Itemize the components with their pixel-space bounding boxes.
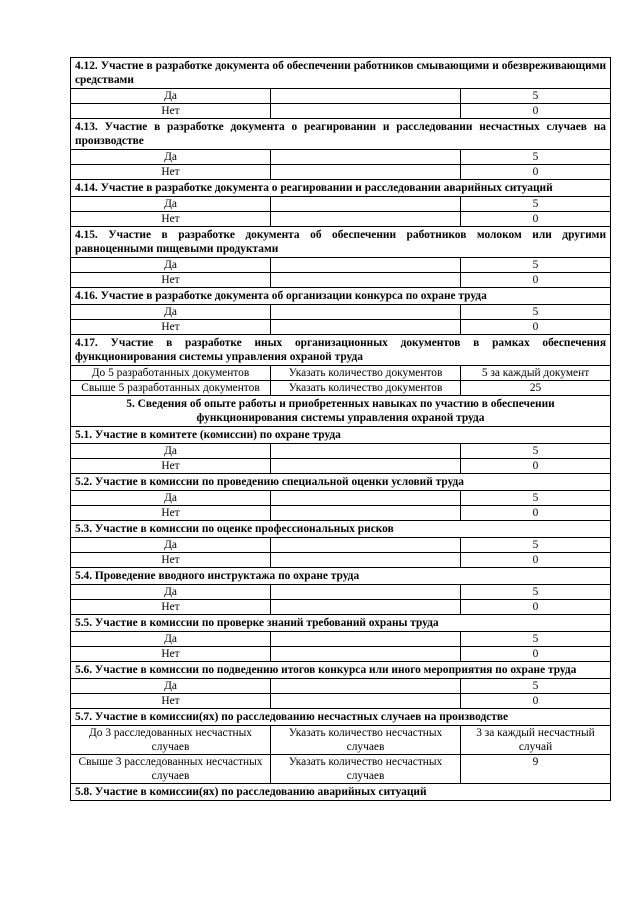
- table-row: [71, 197, 611, 212]
- input-hint-cell: [271, 632, 461, 647]
- score-cell: 0: [461, 165, 611, 180]
- option-cell: Нет: [71, 459, 271, 474]
- criterion-heading-row: [71, 58, 611, 89]
- option-cell: Да: [71, 258, 271, 273]
- input-hint-cell: [271, 320, 461, 335]
- input-hint-cell: [271, 165, 461, 180]
- score-cell: 5: [461, 491, 611, 506]
- option-cell: Нет: [71, 320, 271, 335]
- option-cell: Свыше 5 разработанных документов: [71, 381, 271, 396]
- option-cell: Нет: [71, 600, 271, 615]
- criterion-heading: 5.6. Участие в комиссии по подведению итогов конкурса или иного мероприятия по охране труда: [71, 662, 611, 679]
- criterion-heading-row: [71, 180, 611, 197]
- table-row: [71, 647, 611, 662]
- input-hint-cell: [271, 538, 461, 553]
- table-row: [71, 585, 611, 600]
- option-cell: Нет: [71, 165, 271, 180]
- table-row: [71, 538, 611, 553]
- table-row: [71, 381, 611, 396]
- option-cell: Нет: [71, 212, 271, 227]
- criterion-heading: 5.8. Участие в комиссии(ях) по расследованию аварийных ситуаций: [71, 784, 611, 801]
- option-cell: Да: [71, 679, 271, 694]
- criterion-heading: 4.17. Участие в разработке иных организационных документов в рамках обеспечения функционирования системы управления охраной труда: [71, 335, 611, 366]
- input-hint-cell: [271, 258, 461, 273]
- input-hint-cell: [271, 647, 461, 662]
- score-cell: 5: [461, 538, 611, 553]
- table-row: [71, 258, 611, 273]
- option-cell: Да: [71, 632, 271, 647]
- input-hint-cell: Указать количество документов: [271, 366, 461, 381]
- option-cell: Да: [71, 305, 271, 320]
- score-cell: 5: [461, 89, 611, 104]
- criterion-heading: 5.3. Участие в комиссии по оценке профессиональных рисков: [71, 521, 611, 538]
- input-hint-cell: [271, 459, 461, 474]
- option-cell: Нет: [71, 104, 271, 119]
- table-row: [71, 632, 611, 647]
- table-row: [71, 212, 611, 227]
- option-cell: Да: [71, 538, 271, 553]
- criterion-heading-row: [71, 227, 611, 258]
- score-cell: 5: [461, 679, 611, 694]
- input-hint-cell: [271, 506, 461, 521]
- option-cell: Нет: [71, 273, 271, 288]
- criterion-heading-row: [71, 474, 611, 491]
- input-hint-cell: [271, 600, 461, 615]
- criterion-heading: 5.2. Участие в комиссии по проведению специальной оценки условий труда: [71, 474, 611, 491]
- criterion-heading-row: [71, 119, 611, 150]
- input-hint-cell: [271, 305, 461, 320]
- criterion-heading-row: [71, 784, 611, 801]
- table-row: [71, 273, 611, 288]
- score-cell: 5: [461, 632, 611, 647]
- score-cell: 5 за каждый документ: [461, 366, 611, 381]
- score-cell: 5: [461, 197, 611, 212]
- criterion-heading: 4.12. Участие в разработке документа об обеспечении работников смывающими и обезвреживающими средствами: [71, 58, 611, 89]
- score-cell: 0: [461, 273, 611, 288]
- table-row: [71, 491, 611, 506]
- score-cell: 0: [461, 212, 611, 227]
- option-cell: До 3 расследованных несчастных случаев: [71, 726, 271, 755]
- section-heading-row: [71, 396, 611, 427]
- score-cell: 3 за каждый несчастный случай: [461, 726, 611, 755]
- criterion-heading-row: [71, 615, 611, 632]
- score-cell: 0: [461, 320, 611, 335]
- criterion-heading: 5.1. Участие в комитете (комиссии) по охране труда: [71, 427, 611, 444]
- score-cell: 0: [461, 459, 611, 474]
- input-hint-cell: [271, 694, 461, 709]
- option-cell: Нет: [71, 647, 271, 662]
- input-hint-cell: [271, 150, 461, 165]
- table-row: [71, 305, 611, 320]
- criterion-heading: 5.4. Проведение вводного инструктажа по охране труда: [71, 568, 611, 585]
- table-row: [71, 755, 611, 784]
- score-cell: 0: [461, 506, 611, 521]
- criterion-heading: 4.13. Участие в разработке документа о реагировании и расследовании несчастных случаев на производстве: [71, 119, 611, 150]
- score-cell: 25: [461, 381, 611, 396]
- score-cell: 5: [461, 585, 611, 600]
- option-cell: Нет: [71, 694, 271, 709]
- document-page: [70, 57, 610, 801]
- option-cell: Да: [71, 89, 271, 104]
- score-cell: 0: [461, 694, 611, 709]
- option-cell: Да: [71, 444, 271, 459]
- input-hint-cell: Указать количество несчастных случаев: [271, 755, 461, 784]
- option-cell: Да: [71, 150, 271, 165]
- criterion-heading: 4.15. Участие в разработке документа об обеспечении работников молоком или другими равноценными пищевыми продуктами: [71, 227, 611, 258]
- option-cell: Свыше 3 расследованных несчастных случаев: [71, 755, 271, 784]
- criteria-table-body: [71, 58, 611, 801]
- table-row: [71, 89, 611, 104]
- section-heading: 5. Сведения об опыте работы и приобретенных навыках по участию в обеспечении функционирования системы управления охраной труда: [71, 396, 611, 427]
- criterion-heading-row: [71, 288, 611, 305]
- option-cell: До 5 разработанных документов: [71, 366, 271, 381]
- score-cell: 0: [461, 553, 611, 568]
- table-row: [71, 506, 611, 521]
- score-cell: 5: [461, 258, 611, 273]
- input-hint-cell: [271, 444, 461, 459]
- criterion-heading-row: [71, 568, 611, 585]
- table-row: [71, 459, 611, 474]
- criterion-heading-row: [71, 709, 611, 726]
- criterion-heading-row: [71, 662, 611, 679]
- input-hint-cell: [271, 89, 461, 104]
- score-cell: 0: [461, 647, 611, 662]
- input-hint-cell: [271, 553, 461, 568]
- table-row: [71, 694, 611, 709]
- option-cell: Нет: [71, 553, 271, 568]
- score-cell: 5: [461, 305, 611, 320]
- table-row: [71, 165, 611, 180]
- input-hint-cell: Указать количество документов: [271, 381, 461, 396]
- score-cell: 0: [461, 600, 611, 615]
- input-hint-cell: [271, 104, 461, 119]
- option-cell: Нет: [71, 506, 271, 521]
- input-hint-cell: [271, 273, 461, 288]
- criterion-heading: 5.7. Участие в комиссии(ях) по расследованию несчастных случаев на производстве: [71, 709, 611, 726]
- option-cell: Да: [71, 197, 271, 212]
- criterion-heading-row: [71, 521, 611, 538]
- criterion-heading-row: [71, 427, 611, 444]
- score-cell: 0: [461, 104, 611, 119]
- input-hint-cell: [271, 197, 461, 212]
- input-hint-cell: [271, 491, 461, 506]
- score-cell: 9: [461, 755, 611, 784]
- criterion-heading: 4.16. Участие в разработке документа об организации конкурса по охране труда: [71, 288, 611, 305]
- score-cell: 5: [461, 444, 611, 459]
- input-hint-cell: Указать количество несчастных случаев: [271, 726, 461, 755]
- table-row: [71, 366, 611, 381]
- table-row: [71, 553, 611, 568]
- input-hint-cell: [271, 679, 461, 694]
- input-hint-cell: [271, 585, 461, 600]
- table-row: [71, 320, 611, 335]
- table-row: [71, 104, 611, 119]
- criterion-heading: 5.5. Участие в комиссии по проверке знаний требований охраны труда: [71, 615, 611, 632]
- table-row: [71, 150, 611, 165]
- option-cell: Да: [71, 585, 271, 600]
- table-row: [71, 444, 611, 459]
- table-row: [71, 600, 611, 615]
- criterion-heading: 4.14. Участие в разработке документа о реагировании и расследовании аварийных ситуаций: [71, 180, 611, 197]
- criterion-heading-row: [71, 335, 611, 366]
- table-row: [71, 679, 611, 694]
- option-cell: Да: [71, 491, 271, 506]
- score-cell: 5: [461, 150, 611, 165]
- criteria-table: [70, 57, 611, 801]
- input-hint-cell: [271, 212, 461, 227]
- table-row: [71, 726, 611, 755]
